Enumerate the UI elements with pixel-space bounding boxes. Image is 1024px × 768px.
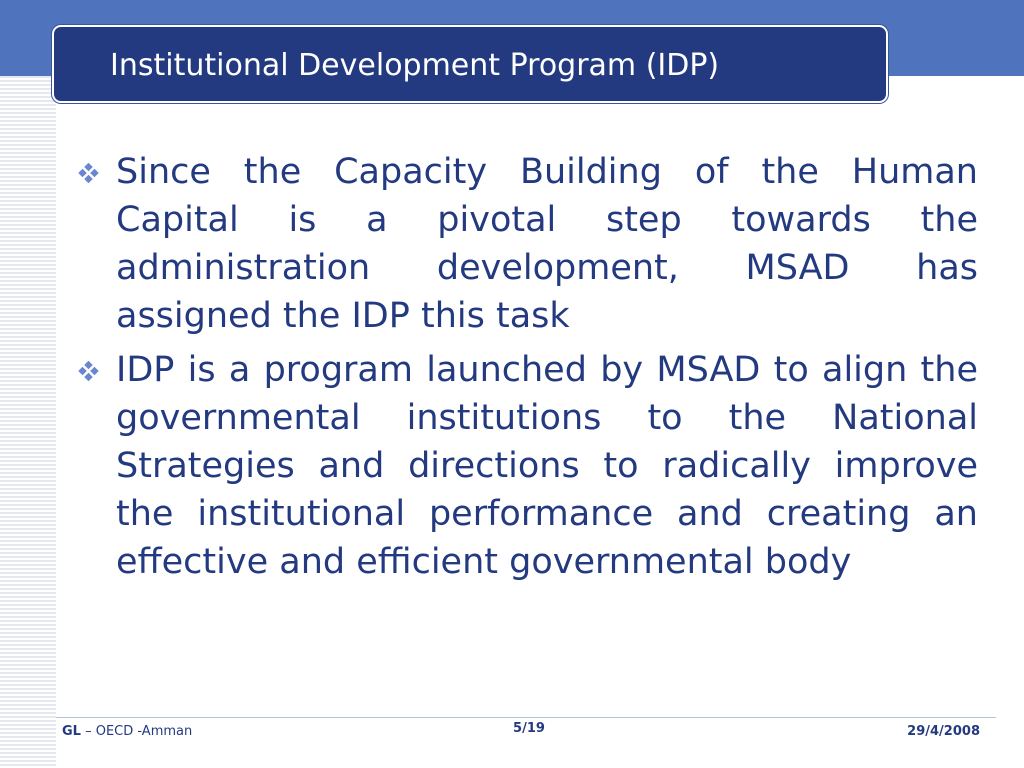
- bullet-text: Since the Capacity Building of the Human Capital is a pivotal step towards the administration development, MSAD has assigned the IDP this task: [116, 152, 978, 336]
- slide-number: 5/19: [513, 721, 545, 736]
- diamond-bullet-icon: [76, 361, 104, 383]
- footer-presenter: [62, 723, 192, 741]
- footer-date: 29/4/2008: [907, 724, 980, 739]
- footer-divider: [56, 717, 996, 718]
- bullet-item: [76, 346, 978, 586]
- footer-presenter-venue: – OECD -Amman: [80, 724, 193, 739]
- bullet-list: [76, 148, 978, 592]
- bullet-text: IDP is a program launched by MSAD to align the governmental institutions to the National Strategies and directions to radically improve the institutional performance and creating an effective and efficient governmental body: [116, 350, 978, 582]
- bullet-item: [76, 148, 978, 340]
- diamond-bullet-icon: [76, 163, 104, 185]
- footer-presenter-initials: GL: [62, 724, 81, 739]
- slide-title: Institutional Development Program (IDP): [110, 48, 720, 83]
- left-striped-margin: [0, 76, 56, 768]
